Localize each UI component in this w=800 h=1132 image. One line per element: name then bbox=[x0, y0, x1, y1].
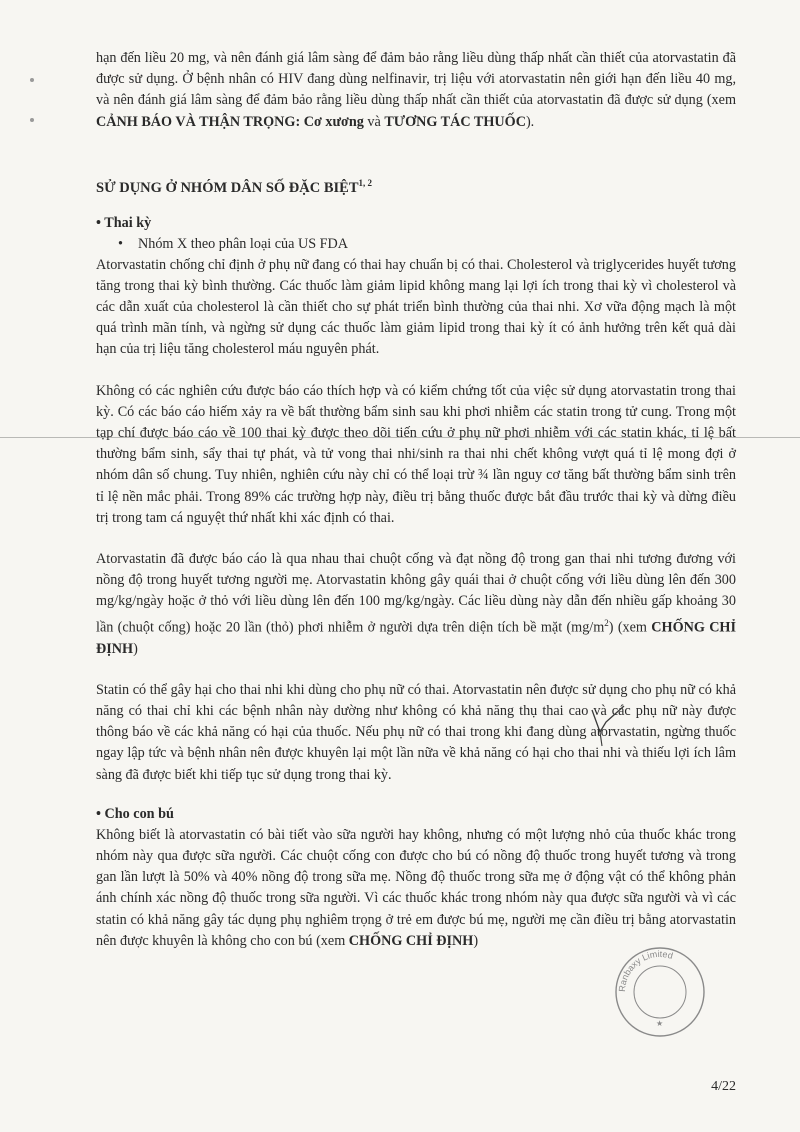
page-number: 4/22 bbox=[711, 1079, 736, 1094]
svg-text:★: ★ bbox=[656, 1019, 664, 1028]
stamp-text: Ranbaxy Limited bbox=[616, 948, 675, 993]
intro-paragraph: hạn đến liều 20 mg, và nên đánh giá lâm sàng để đảm bảo rằng liều dùng thấp nhất cần thiết của atorvastatin đã được sử dụng. Ở bệnh nhân có HIV đang dùng nelfinavir, trị liệu với atorvastatin nên giới hạn đến liều 40 mg, và nên đánh giá lâm sàng để đảm bảo rằng liều dùng thấp nhất cần thiết của atorvastatin đã được sử dụng (xem CẢNH BÁO VÀ THẬN TRỌNG: Cơ xương và TƯƠNG TÁC THUỐC). bbox=[96, 50, 736, 130]
lactation-paragraph: Không biết là atorvastatin có bài tiết vào sữa người hay không, nhưng có một lượng nhỏ của thuốc khác trong nhóm này qua được sữa người. Các chuột cống con được cho bú có nồng độ thuốc trong huyết tương và trong gan lần lượt là 50% và 40% nồng độ trong sữa mẹ. Nồng độ thuốc trong sữa mẹ ở động vật có thể không phản ánh chính xác nồng độ thuốc trong sữa người. Vì các thuốc khác trong nhóm này qua được sữa người và vì các statin có khả năng gây tác dụng phụ nghiêm trọng ở trẻ em được bú mẹ, người mẹ cần điều trị bằng atorvastatin nên được khuyên là không cho con bú (xem CHỐNG CHỈ ĐỊNH) bbox=[96, 826, 736, 949]
fda-category-item: • Nhóm X theo phân loại của US FDA bbox=[118, 235, 349, 252]
pregnancy-paragraph-1: Atorvastatin chống chỉ định ở phụ nữ đang có thai hay chuẩn bị có thai. Cholesterol và triglycerides huyết tương tăng trong thai kỳ bình thường. Các thuốc làm giảm lipid không mang lại lợi ích trong thai kỳ vì cholesterol và các dẫn xuất của cholesterol là cần thiết cho sự phát triển bình thường của thai nhi. Xơ vữa động mạch là một quá trình mãn tính, và ngừng sử dụng các thuốc làm giảm lipid trong thai kỳ ít có ảnh hưởng trên kết quả dài hạn của trị liệu tăng cholesterol máu nguyên phát. bbox=[96, 256, 736, 358]
scan-dot bbox=[30, 78, 34, 82]
company-stamp bbox=[612, 944, 708, 1040]
pregnancy-paragraph-4: Statin có thể gây hại cho thai nhi khi dùng cho phụ nữ có thai. Atorvastatin nên được sử dụng cho phụ nữ có khả năng có thai chỉ khi các bệnh nhân này dường như không có khả năng thụ thai cao và các phụ nữ này được thông báo về các khả năng có hại của thuốc. Nếu phụ nữ có thai trong khi đang dùng atorvastatin, ngừng thuốc ngay lập tức và bệnh nhân nên được khuyên lại một lần nữa về khả năng có hại cho thai nhi và thiếu lợi ích lâm sàng đã được biết khi tiếp tục sử dụng trong thai kỳ. bbox=[96, 681, 736, 783]
pregnancy-paragraph-3: Atorvastatin đã được báo cáo là qua nhau thai chuột cống và đạt nồng độ trong gan thai nhi tương đương với nồng độ trong huyết tương người mẹ. Atorvastatin không gây quái thai ở chuột cống với liều dùng lên đến 300 mg/kg/ngày hoặc ở thỏ với liều dùng lên đến 100 mg/kg/ngày. Các liều dùng này dẫn đến nhiều gấp khoảng 30 lần (chuột cống) hoặc 20 lần (thỏ) phơi nhiễm ở người dựa trên diện tích bề mặt $(mg/m^2)$ (xem CHỐNG CHỈ ĐỊNH) bbox=[96, 551, 736, 657]
section-heading: SỬ DỤNG Ở NHÓM DÂN SỐ ĐẶC BIỆT$^{1, 2}$ bbox=[96, 177, 372, 196]
pregnancy-heading: • Thai kỳ bbox=[96, 214, 152, 231]
lactation-heading: • Cho con bú bbox=[96, 805, 174, 822]
document-page bbox=[96, 48, 736, 952]
scan-dot bbox=[30, 118, 34, 122]
pregnancy-paragraph-2: Không có các nghiên cứu được báo cáo thích hợp và có kiểm chứng tốt của việc sử dụng atorvastatin trong thai kỳ. Có các báo cáo hiếm xảy ra về bất thường bẩm sinh sau khi phơi nhiễm các statin trong tử cung. Trong một tạp chí được báo cáo về 100 thai kỳ được theo dõi tiến cứu ở phụ nữ phơi nhiễm với các statin khác, tỉ lệ bất thường bẩm sinh, sẩy thai tự phát, và tử vong thai nhi/sinh ra thai nhi chết không vượt quá tỉ lệ mong đợi ở nhóm dân số chung. Tuy nhiên, nghiên cứu này chỉ có thể loại trừ ¾ lần nguy cơ tăng bất thường bẩm sinh trên tỉ lệ nền mắc phải. Trong 89% các trường hợp này, điều trị bằng thuốc được bắt đầu trước thai kỳ và dừng điều trị trong tam cá nguyệt thứ nhất khi xác định có thai. bbox=[96, 382, 736, 526]
handwritten-check-mark bbox=[588, 704, 628, 750]
